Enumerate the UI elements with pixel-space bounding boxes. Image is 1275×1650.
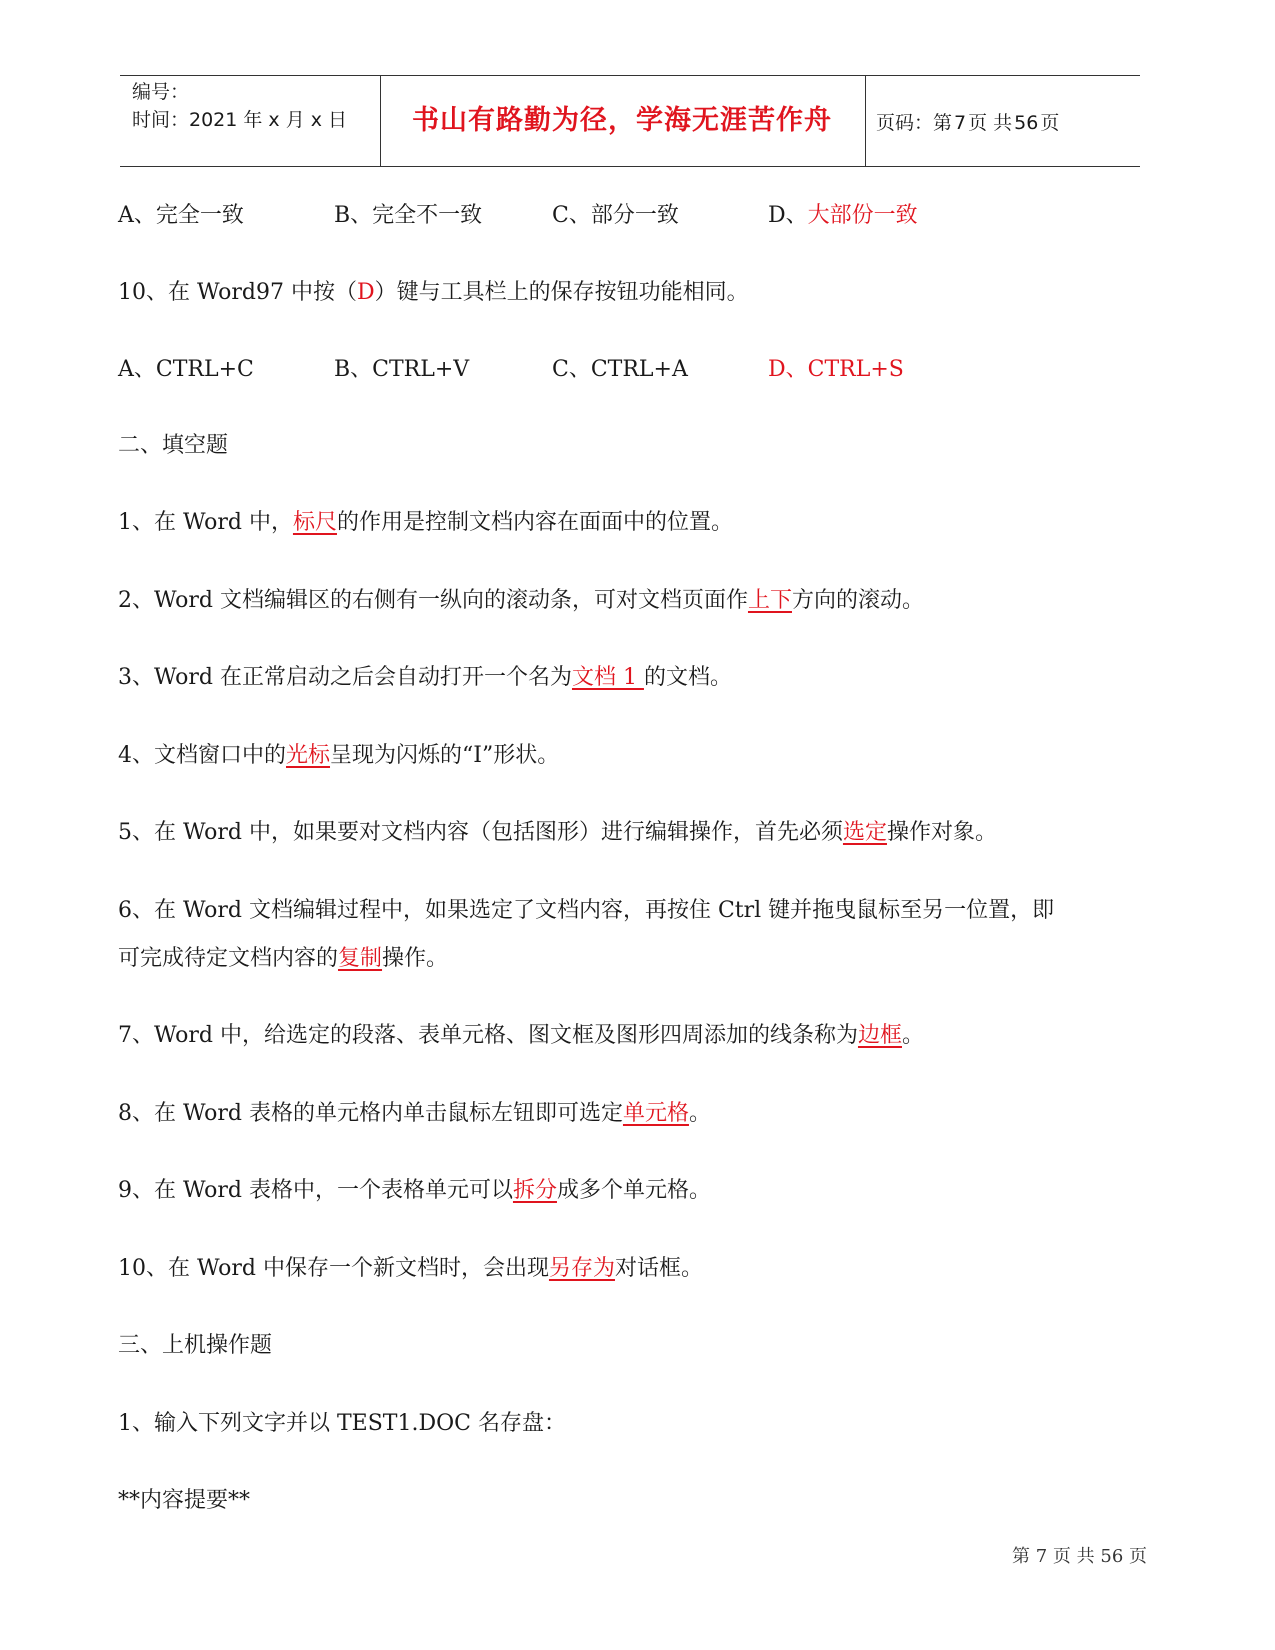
fill-3-post: 的文档。	[643, 665, 732, 690]
fill-5-answer: 选定	[842, 820, 887, 845]
section3-title: 三、上机操作题	[118, 1333, 273, 1358]
fill-9-pre: 9、在 Word 表格中，一个表格单元可以	[118, 1178, 513, 1203]
q9-option-d	[768, 198, 918, 229]
fill-7-post: 。	[901, 1023, 924, 1048]
fill-5-post: 操作对象。	[886, 820, 997, 845]
fill-item-7	[118, 1018, 924, 1049]
header-bottom-rule	[120, 166, 1140, 167]
content-heading: **内容提要**	[118, 1488, 251, 1513]
fill-10-answer: 另存为	[548, 1256, 615, 1281]
fill-9-answer: 拆分	[512, 1178, 557, 1203]
header-page-num: 7	[954, 112, 967, 134]
q9-option-d-prefix: D、	[768, 203, 808, 228]
fill-2-answer: 上下	[747, 588, 792, 613]
fill-10-post: 对话框。	[614, 1256, 703, 1281]
fill-4-post: 呈现为闪烁的“I”形状。	[330, 743, 560, 768]
q10-answer: D	[356, 280, 375, 305]
fill-6b-pre: 可完成待定文档内容的	[118, 946, 339, 971]
header-page-suffix: 页	[1040, 112, 1060, 134]
operation-1: 1、输入下列文字并以 TEST1.DOC 名存盘：	[118, 1411, 566, 1436]
fill-item-6-line2	[118, 941, 448, 972]
q9-option-c: C、部分一致	[552, 203, 679, 228]
fill-6-pre: 6、在 Word 文档编辑过程中，如果选定了文档内容，再按住 Ctrl 键并拖曳鼠标至另一位置，即	[118, 898, 1055, 923]
fill-8-answer: 单元格	[622, 1101, 689, 1126]
fill-item-8	[118, 1096, 711, 1127]
header-motto: 书山有路勤为径，学海无涯苦作舟	[412, 105, 832, 136]
fill-7-answer: 边框	[857, 1023, 902, 1048]
fill-10-pre: 10、在 Word 中保存一个新文档时，会出现	[118, 1256, 549, 1281]
q9-option-d-answer: 大部份一致	[807, 203, 918, 228]
fill-7-pre: 7、Word 中，给选定的段落、表单元格、图文框及图形四周添加的线条称为	[118, 1023, 858, 1048]
fill-2-post: 方向的滚动。	[791, 588, 924, 613]
fill-6-answer: 复制	[338, 946, 383, 971]
fill-1-answer: 标尺	[292, 510, 337, 535]
header-top-rule	[120, 75, 1140, 76]
fill-8-post: 。	[688, 1101, 711, 1126]
fill-item-3	[118, 660, 732, 691]
fill-2-pre: 2、Word 文档编辑区的右侧有一纵向的滚动条，可对文档页面作	[118, 588, 748, 613]
header-number-label: 编号：	[132, 81, 190, 103]
q10-option-c: C、CTRL+A	[552, 357, 688, 382]
fill-4-answer: 光标	[286, 743, 331, 768]
fill-6-post: 操作。	[382, 946, 449, 971]
fill-item-2	[118, 583, 924, 614]
header-page-prefix: 页码：第	[876, 112, 953, 134]
q9-option-a: A、完全一致	[118, 203, 244, 228]
header-page-info	[876, 108, 1061, 135]
header-divider-1	[380, 75, 381, 167]
header-page-mid: 页 共	[968, 112, 1013, 134]
fill-8-pre: 8、在 Word 表格的单元格内单击鼠标左钮即可选定	[118, 1101, 623, 1126]
fill-4-pre: 4、文档窗口中的	[118, 743, 286, 768]
fill-item-5	[118, 815, 997, 846]
q10-question	[118, 275, 749, 306]
fill-9-post: 成多个单元格。	[556, 1178, 711, 1203]
page-footer: 第 7 页 共 56 页	[1012, 1546, 1147, 1567]
fill-item-10	[118, 1251, 703, 1282]
fill-item-4	[118, 738, 559, 769]
q9-option-b: B、完全不一致	[334, 203, 483, 228]
header-divider-2	[865, 75, 866, 167]
q10-option-b: B、CTRL+V	[334, 357, 470, 382]
q10-option-d: D、CTRL+S	[768, 357, 904, 382]
fill-5-pre: 5、在 Word 中，如果要对文档内容（包括图形）进行编辑操作，首先必须	[118, 820, 843, 845]
header-time-label: 时间：2021 年 x 月 x 日	[132, 109, 348, 131]
q10-post: ）键与工具栏上的保存按钮功能相同。	[374, 280, 749, 305]
fill-item-9	[118, 1173, 711, 1204]
fill-item-1	[118, 505, 733, 536]
section2-title: 二、填空题	[118, 433, 229, 458]
q10-option-a: A、CTRL+C	[118, 357, 254, 382]
header-info	[132, 78, 347, 134]
fill-1-pre: 1、在 Word 中，	[118, 510, 293, 535]
fill-1-post: 的作用是控制文档内容在面面中的位置。	[336, 510, 733, 535]
fill-item-6-line1	[118, 893, 1054, 924]
header-page-total: 56	[1014, 112, 1039, 134]
fill-3-pre: 3、Word 在正常启动之后会自动打开一个名为	[118, 665, 572, 690]
fill-3-answer: 文档 1	[571, 665, 644, 690]
q10-pre: 10、在 Word97 中按（	[118, 280, 357, 305]
